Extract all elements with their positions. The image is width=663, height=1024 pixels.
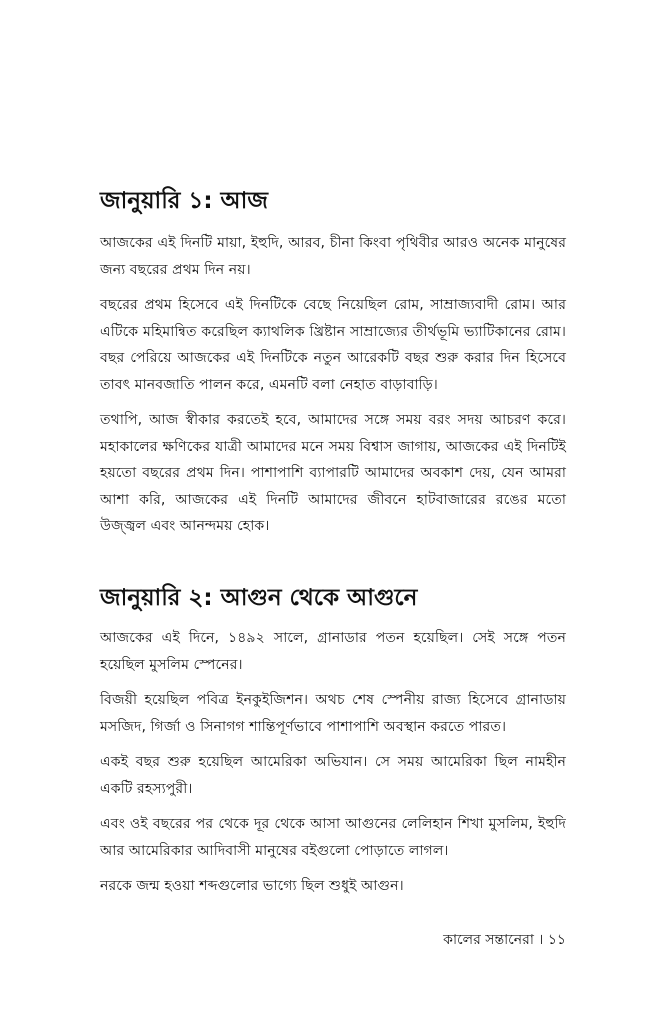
paragraph: আজকের এই দিনে, ১৪৯২ সালে, গ্রানাডার পতন হয়েছিল। সেই সঙ্গে পতন হয়েছিল মুসলিম স্পেনের। [100, 630, 566, 673]
paragraph: নরকে জন্ম হওয়া শব্দগুলোর ভাগ্যে ছিল শুধুই আগুন। [100, 878, 404, 894]
section-heading: জানুয়ারি ১: আজ [100, 188, 268, 214]
section-january-1 [100, 186, 566, 540]
paragraph: এবং ওই বছরের পর থেকে দূর থেকে আসা আগুনের লেলিহান শিখা মুসলিম, ইহুদি আর আমেরিকার আদিবাসী মানুষের বইগুলো পোড়াতে লাগল। [100, 816, 566, 859]
paragraph: আজকের এই দিনটি মায়া, ইহুদি, আরব, চীনা কিংবা পৃথিবীর আরও অনেক মানুষের জন্য বছরের প্রথম দিন নয়। [100, 235, 566, 278]
paragraph: বিজয়ী হয়েছিল পবিত্র ইনকুইজিশন। অথচ শেষ স্পেনীয় রাজ্য হিসেবে গ্রানাডায় মসজিদ, গির্জা ও সিনাগগ শান্তিপূর্ণভাবে পাশাপাশি অবস্থান করতে পারত। [100, 692, 566, 735]
paragraph: তথাপি, আজ স্বীকার করতেই হবে, আমাদের সঙ্গে সময় বরং সদয় আচরণ করে। মহাকালের ক্ষণিকের যাত্রী আমাদের মনে সময় বিশ্বাস জাগায়, আজকের এই দিনটিই হয়তো বছরের প্রথম দিন। পাশাপাশি ব্যাপারটি আমাদের অবকাশ দেয়, যেন আমরা আশা করি, আজকের এই দিনটি আমাদের জীবনে হাটবাজারের রঙের মতো উজ্জ্বল এবং আনন্দময় হোক। [100, 412, 566, 534]
running-footer: কালের সন্তানেরা । ১১ [443, 932, 566, 948]
section-january-2 [100, 583, 566, 900]
paragraph: একই বছর শুরু হয়েছিল আমেরিকা অভিযান। সে সময় আমেরিকা ছিল নামহীন একটি রহস্যপুরী। [100, 754, 566, 797]
section-heading: জানুয়ারি ২: আগুন থেকে আগুনে [100, 585, 418, 611]
paragraph: বছরের প্রথম হিসেবে এই দিনটিকে বেছে নিয়েছিল রোম, সাম্রাজ্যবাদী রোম। আর এটিকে মহিমান্বিত করেছিল ক্যাথলিক খ্রিষ্টান সাম্রাজ্যের তীর্থভূমি ভ্যাটিকানের রোম। বছর পেরিয়ে আজকের এই দিনটিকে নতুন আরেকটি বছর শুরু করার দিন হিসেবে তাবৎ মানবজাতি পালন করে, এমনটি বলা নেহাত বাড়াবাড়ি। [100, 297, 566, 393]
